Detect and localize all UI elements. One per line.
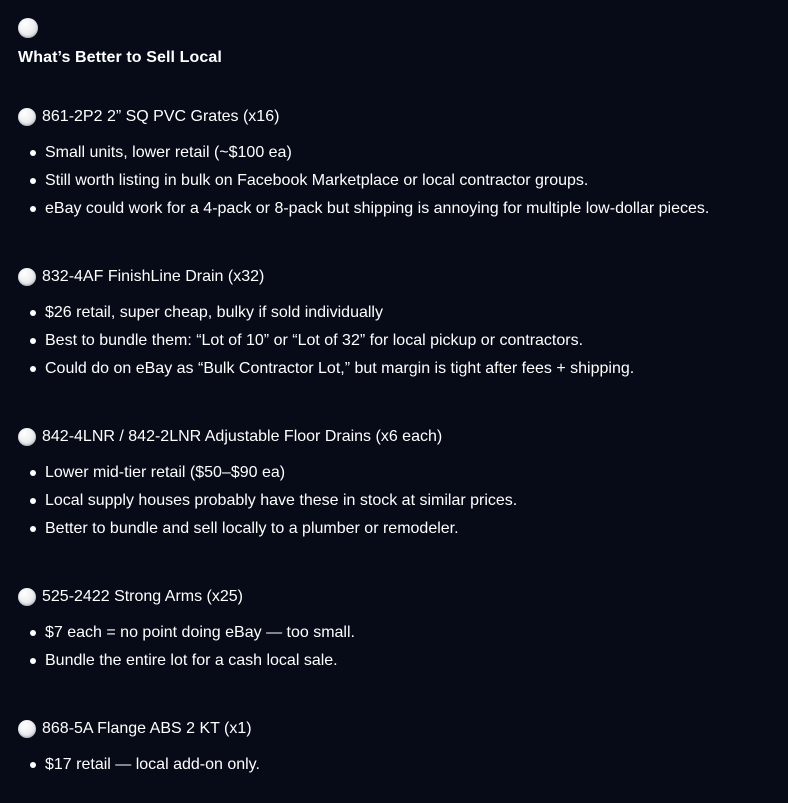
list-item: $26 retail, super cheap, bulky if sold individually [18, 299, 784, 327]
section-strong-arms [18, 586, 784, 675]
list-item: Still worth listing in bulk on Facebook Marketplace or local contractor groups. [18, 167, 784, 195]
bullet-list [18, 751, 784, 779]
list-item: Lower mid-tier retail ($50–$90 ea) [18, 459, 784, 487]
bullet-list [18, 619, 784, 675]
white-circle-icon [18, 268, 36, 286]
white-circle-icon [18, 18, 38, 38]
bullet-list [18, 459, 784, 543]
section-heading-text: 832-4AF FinishLine Drain (x32) [42, 268, 265, 285]
section-heading-text: 861-2P2 2” SQ PVC Grates (x16) [42, 108, 280, 125]
list-item: Better to bundle and sell locally to a plumber or remodeler. [18, 515, 784, 543]
list-item: Bundle the entire lot for a cash local sale. [18, 647, 784, 675]
section-heading [18, 586, 784, 608]
list-item: $7 each = no point doing eBay — too small. [18, 619, 784, 647]
section-pvc-grates [18, 106, 784, 223]
list-item: eBay could work for a 4-pack or 8-pack but shipping is annoying for multiple low-dollar pieces. [18, 195, 784, 223]
message-content [18, 18, 784, 773]
white-circle-icon [18, 108, 36, 126]
bullet-list [18, 299, 784, 383]
section-heading [18, 426, 784, 448]
section-finishline-drain [18, 266, 784, 383]
list-item: $17 retail — local add-on only. [18, 751, 784, 779]
section-heading-text: 525-2422 Strong Arms (x25) [42, 588, 243, 605]
white-circle-icon [18, 588, 36, 606]
section-heading-text: 842-4LNR / 842-2LNR Adjustable Floor Drains (x6 each) [42, 428, 443, 445]
bullet-list [18, 139, 784, 223]
white-circle-icon [18, 720, 36, 738]
section-adjustable-floor-drains [18, 426, 784, 543]
list-item: Local supply houses probably have these in stock at similar prices. [18, 487, 784, 515]
list-item: Best to bundle them: “Lot of 10” or “Lot of 32” for local pickup or contractors. [18, 327, 784, 355]
page-title: What’s Better to Sell Local [18, 49, 222, 66]
section-heading [18, 266, 784, 288]
section-heading-text: 868-5A Flange ABS 2 KT (x1) [42, 720, 252, 737]
list-item: Small units, lower retail (~$100 ea) [18, 139, 784, 167]
list-item: Could do on eBay as “Bulk Contractor Lot,” but margin is tight after fees + shipping. [18, 355, 784, 383]
section-flange-abs [18, 718, 784, 779]
white-circle-icon [18, 428, 36, 446]
section-heading [18, 718, 784, 740]
section-heading [18, 106, 784, 128]
